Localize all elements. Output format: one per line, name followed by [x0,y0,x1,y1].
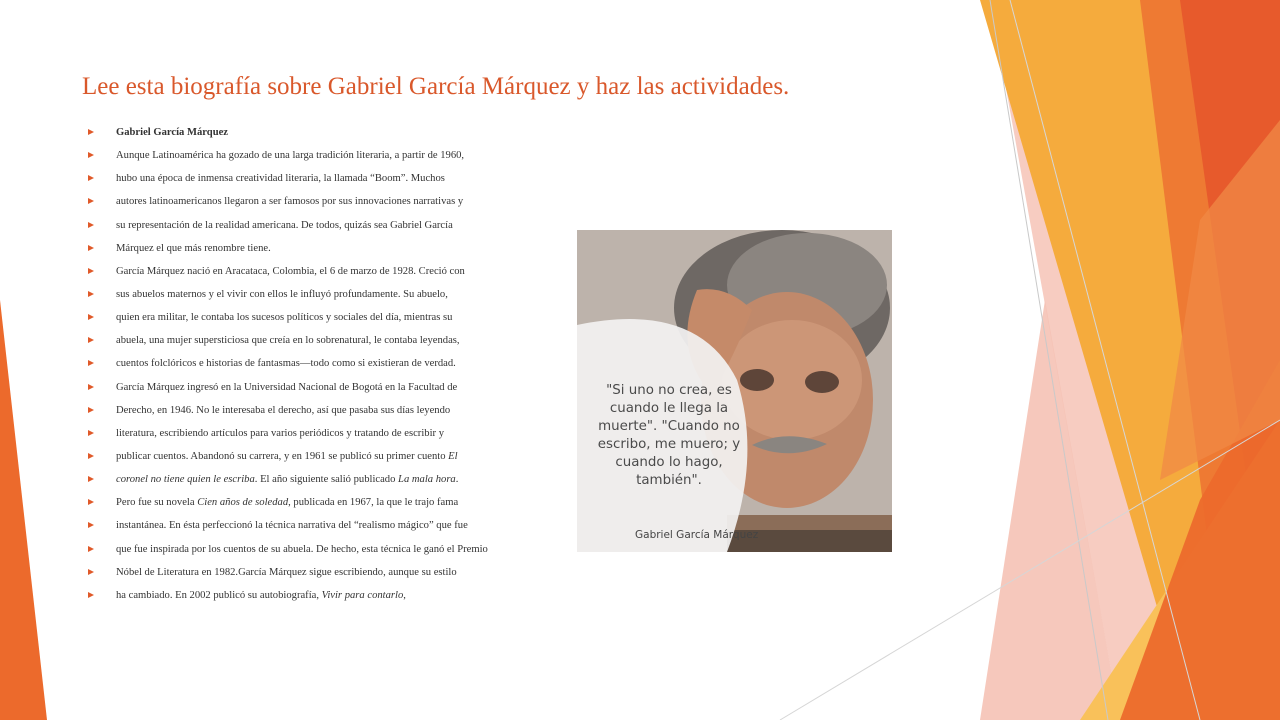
slide-title: Lee esta biografía sobre Gabriel García Márquez y haz las actividades. [82,73,790,100]
bullet-segment: ha cambiado. En 2002 publicó su autobiografía, [116,589,322,601]
bullet-item: García Márquez ingresó en la Universidad Nacional de Bogotá en la Facultad de [88,379,528,402]
bullet-italic-segment: La mala hora [398,474,456,486]
bullet-segment: , [403,589,406,601]
bullet-italic-segment: Cien años de soledad [197,497,289,509]
bullet-item: Márquez el que más renombre tiene. [88,240,528,263]
bullet-segment: publicar cuentos. Abandonó su carrera, y en 1961 se publicó su primer cuento [116,450,449,462]
left-edge-shape [0,300,47,720]
quote-photo [577,230,892,552]
photo-quote: "Si uno no crea, es cuando le llega la muerte". "Cuando no escribo, me muero; y cuando lo hago, también". [597,383,741,488]
bullet-item: quien era militar, le contaba los sucesos políticos y sociales del día, mientras su [88,309,528,332]
bullet-item: cuentos folclóricos e historias de fantasmas—todo como si existieran de verdad. [88,355,528,378]
bullet-item: Derecho, en 1946. No le interesaba el derecho, así que pasaba sus días leyendo [88,402,528,425]
bullet-item: autores latinoamericanos llegaron a ser famosos por sus innovaciones narrativas y [88,193,528,216]
bullet-item: literatura, escribiendo artículos para varios periódicos y tratando de escribir y [88,425,528,448]
bullet-italic-segment: coronel no tiene quien le escriba [116,474,255,486]
bullet-item: abuela, una mujer supersticiosa que creía en lo sobrenatural, le contaba leyendas, [88,332,528,355]
bullet-item: Aunque Latinoamérica ha gozado de una larga tradición literaria, a partir de 1960, [88,147,528,170]
bullet-segment: Pero fue su novela [116,497,198,509]
bullet-item [88,448,528,471]
bullet-item: hubo una época de inmensa creatividad literaria, la llamada “Boom”. Muchos [88,170,528,193]
bullet-item [88,494,528,517]
bullet-item: García Márquez nació en Aracataca, Colombia, el 6 de marzo de 1928. Creció con [88,263,528,286]
bullet-item [88,471,528,494]
bullet-segment: . El año siguiente salió publicado [254,474,399,486]
bullet-list [88,124,528,610]
bullet-item [88,587,528,610]
bullet-item: sus abuelos maternos y el vivir con ellos le influyó profundamente. Su abuelo, [88,286,528,309]
bullet-item: que fue inspirada por los cuentos de su abuela. De hecho, esta técnica le ganó el Premio [88,541,528,564]
bullet-italic-segment: Vivir para contarlo [321,589,404,601]
bullet-italic-segment: El [448,450,458,462]
bullet-item: su representación de la realidad americana. De todos, quizás sea Gabriel García [88,217,528,240]
bullet-segment: . [455,474,459,486]
bullet-segment: , publicada en 1967, la que le trajo fama [288,497,459,509]
bullet-item: Gabriel García Márquez [88,124,528,147]
photo-signature: Gabriel García Márquez [635,529,759,541]
bullet-item: Nóbel de Literatura en 1982.García Márquez sigue escribiendo, aunque su estilo [88,564,528,587]
bullet-item: instantánea. En ésta perfeccionó la técnica narrativa del “realismo mágico” que fue [88,517,528,540]
